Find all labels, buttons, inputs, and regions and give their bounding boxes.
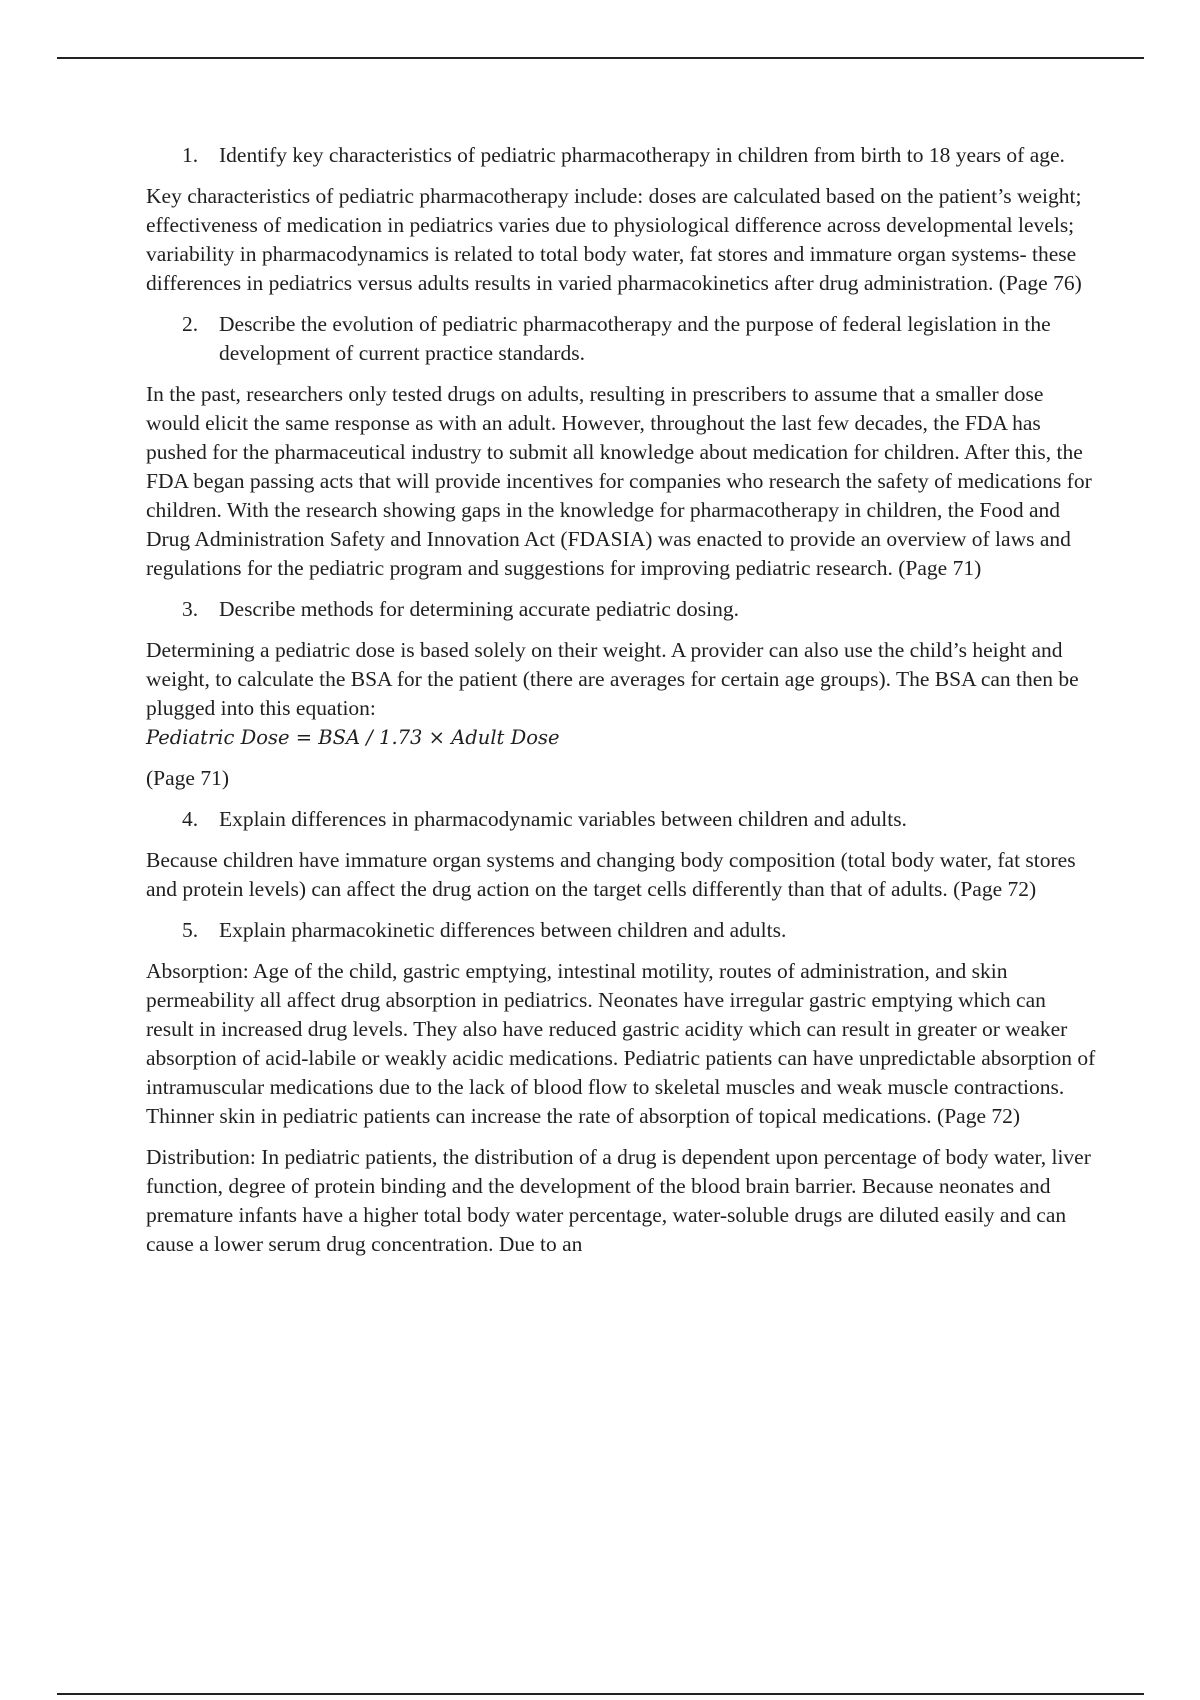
top-rule — [57, 57, 1144, 59]
question-number: 1. — [182, 143, 199, 167]
bottom-rule — [57, 1693, 1144, 1695]
absorption-paragraph: Absorption: Age of the child, gastric emptying, intestinal motility, routes of administration, and skin permeability all affect drug absorption in pediatrics. Neonates have irregular gastric emptying which can result in increased drug levels. They also have reduced gastric acidity which can result in greater or weaker absorption of acid-labile or weakly acidic medications. Pediatric patients can have unpredictable absorption of intramuscular medications due to the lack of blood flow to skeletal muscles and weak muscle contractions. Thinner skin in pediatric patients can increase the rate of absorption of topical medications. (Page 72) — [146, 959, 1096, 1128]
dose-equation: Pediatric Dose = BSA / 1.73 × Adult Dose — [146, 726, 560, 749]
question-1 — [182, 141, 1096, 170]
question-3 — [182, 595, 1096, 624]
question-text: Describe the evolution of pediatric pharmacotherapy and the purpose of federal legislation in the development of current practice standards. — [219, 312, 1051, 365]
answer-2-paragraph: In the past, researchers only tested drugs on adults, resulting in prescribers to assume that a smaller dose would elicit the same response as with an adult. However, throughout the last few decades, the FDA has pushed for the pharmaceutical industry to submit all knowledge about medication for children. After this, the FDA began passing acts that will provide incentives for companies who research the safety of medications for children. With the research showing gaps in the knowledge for pharmacotherapy in children, the Food and Drug Administration Safety and Innovation Act (FDASIA) was enacted to provide an overview of laws and regulations for the pediatric program and suggestions for improving pediatric research. (Page 71) — [146, 382, 1092, 580]
question-number: 3. — [182, 597, 199, 621]
answer-1-paragraph: Key characteristics of pediatric pharmacotherapy include: doses are calculated based on the patient’s weight; effectiveness of medication in pediatrics varies due to physiological difference across developmental levels; variability in pharmacodynamics is related to total body water, fat stores and immature organ systems- these differences in pediatrics versus adults results in varied pharmacokinetics after drug administration. (Page 76) — [146, 184, 1082, 295]
question-number: 2. — [182, 312, 199, 336]
question-2 — [182, 310, 1096, 368]
distribution-paragraph: Distribution: In pediatric patients, the distribution of a drug is dependent upon percentage of body water, liver function, degree of protein binding and the development of the blood brain barrier. Because neonates and premature infants have a higher total body water percentage, water-soluble drugs are diluted easily and can cause a lower serum drug concentration. Due to an — [146, 1145, 1091, 1256]
question-text: Describe methods for determining accurate pediatric dosing. — [219, 597, 739, 621]
answer-4-paragraph: Because children have immature organ systems and changing body composition (total body water, fat stores and protein levels) can affect the drug action on the target cells differently than that of adults. (Page 72) — [146, 848, 1076, 901]
question-4 — [182, 805, 1096, 834]
question-text: Explain pharmacokinetic differences between children and adults. — [219, 918, 787, 942]
question-number: 4. — [182, 807, 199, 831]
question-number: 5. — [182, 918, 199, 942]
question-text: Explain differences in pharmacodynamic variables between children and adults. — [219, 807, 907, 831]
answer-3-paragraph: Determining a pediatric dose is based solely on their weight. A provider can also use the child’s height and weight, to calculate the BSA for the patient (there are averages for certain age groups). The BSA can then be plugged into this equation: — [146, 638, 1079, 720]
document-body — [146, 141, 1096, 1271]
answer-3-page-ref: (Page 71) — [146, 766, 229, 790]
question-text: Identify key characteristics of pediatric pharmacotherapy in children from birth to 18 years of age. — [219, 143, 1065, 167]
question-5 — [182, 916, 1096, 945]
